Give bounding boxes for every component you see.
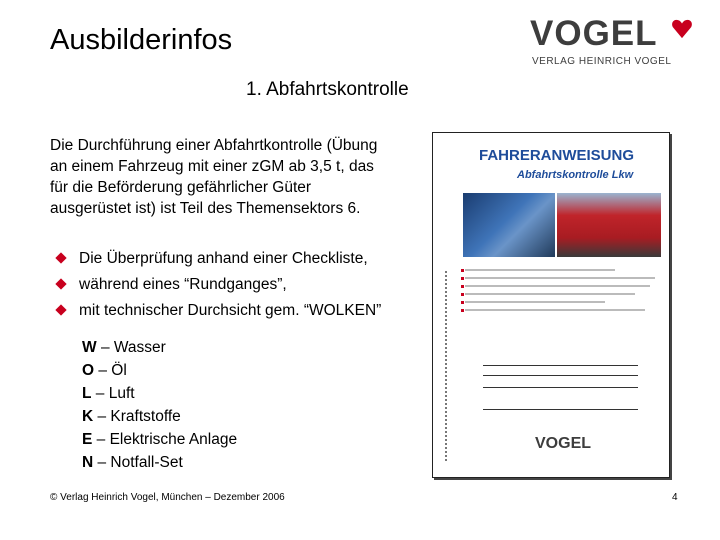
wolken-item: L – Luft [82,385,135,402]
doc-text-line [465,309,645,311]
page-number: 4 [672,492,678,503]
wolken-item: K – Kraftstoffe [82,408,181,425]
diamond-bullet-icon [55,304,66,315]
list-item: während eines “Rundganges”, [55,272,445,298]
page-title: Ausbilderinfos [50,24,233,56]
footer-copyright: © Verlag Heinrich Vogel, München – Dezember 2006 [50,492,285,503]
doc-side-text [445,271,459,461]
list-item: Die Überprüfung anhand einer Checkliste, [55,246,445,272]
logo-subtitle: VERLAG HEINRICH VOGEL [532,56,672,67]
list-item: mit technischer Durchsicht gem. “WOLKEN” [55,298,445,324]
signature-line [483,387,638,388]
signature-line [483,375,638,376]
doc-bullet-icon [461,285,464,288]
wolken-item: N – Notfall-Set [82,454,183,471]
signature-line [483,365,638,366]
doc-text-line [465,269,615,271]
doc-text-line [465,301,605,303]
diamond-bullet-icon [55,278,66,289]
doc-text-line [465,277,655,279]
publisher-logo [530,14,700,74]
doc-text-line [465,285,650,287]
doc-bullet-icon [461,269,464,272]
bullet-list [55,246,445,324]
wolken-item: W – Wasser [82,339,166,356]
wolken-item: E – Elektrische Anlage [82,431,238,448]
intro-paragraph: Die Durchführung einer Abfahrtkontrolle (Übung an einem Fahrzeug mit einer zGM ab 3,5 t, das für die Beförderung gefährlicher Güter ausgerüstet ist) ist Teil des Themensektors 6. [50,137,378,217]
diamond-bullet-icon [55,252,66,263]
doc-logo: VOGEL [535,435,592,452]
truck-photo [557,193,661,257]
doc-title: FAHRERANWEISUNG [479,147,635,164]
doc-bullet-icon [461,293,464,296]
doc-bullet-icon [461,277,464,280]
slide-heading: 1. Abfahrtskontrolle [246,79,409,100]
heart-icon [671,18,693,40]
signature-line [483,409,638,410]
doc-bullet-icon [461,309,464,312]
doc-subtitle: Abfahrtskontrolle Lkw [517,169,634,181]
logo-word: VOGEL [530,14,658,53]
document-thumbnail [432,132,670,478]
doc-bullet-icon [461,301,464,304]
wolken-item: O – Öl [82,362,127,379]
doc-text-line [465,293,635,295]
wolken-list [82,336,237,474]
driver-photo [463,193,555,257]
